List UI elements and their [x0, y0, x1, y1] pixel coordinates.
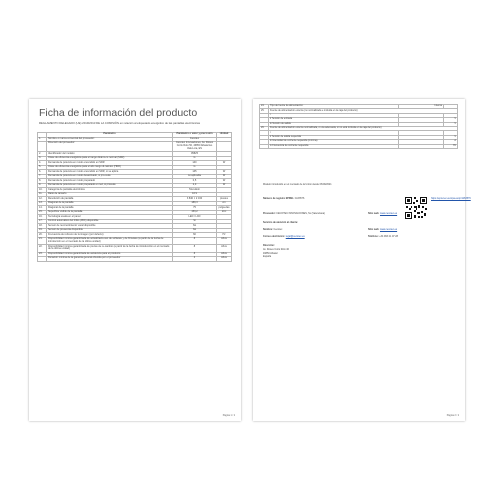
email-label: Correo electrónico: — [263, 235, 286, 238]
table-cell: Hz — [217, 233, 232, 238]
table-cell: Cecotec — [173, 137, 217, 142]
table-cell: Cecotec Innovaciones, Av. Roses Corts Rolo 50, 46850 Albaial les Valen-cia, ES — [173, 142, 217, 152]
table-cell: Demanda de potencia en modo encendido en SDR, si se aplica — [47, 170, 173, 175]
table-cell: Años — [217, 252, 232, 257]
table-cell — [38, 257, 47, 262]
table-cell: Televisión — [173, 188, 217, 193]
page-number: Página 2 / 2 — [446, 415, 459, 417]
table-cell: Ratio de tamaño — [47, 192, 173, 197]
phone-label: Teléfono: — [368, 235, 379, 238]
table-cell: 24. — [260, 105, 269, 109]
table-cell: 4. — [38, 161, 47, 166]
table-cell: Interna — [399, 105, 444, 109]
table-cell: 8 — [173, 252, 217, 257]
table-cell: 75 — [173, 206, 217, 211]
table-cell: Sí — [173, 219, 217, 224]
table-cell: 26. — [260, 126, 269, 130]
table-cell: 25. — [260, 109, 269, 113]
table-cell: 1. — [38, 137, 47, 142]
header-cell: Unidad — [217, 133, 232, 138]
table-cell: W — [217, 174, 232, 179]
table-cell: Hz — [444, 144, 458, 148]
table-cell — [38, 142, 47, 152]
table-cell: 19. — [38, 228, 47, 233]
table-cell: 2. — [38, 152, 47, 157]
table-cell: Categoría de pantalla electrónica — [47, 188, 173, 193]
table-cell: 3. — [38, 156, 47, 161]
table-cell: Dirección del proveedor: — [47, 142, 173, 152]
table-cell: W — [217, 179, 232, 184]
spec-table-body — [38, 137, 232, 261]
table-cell: 145 — [173, 170, 217, 175]
table-cell: 9. — [38, 183, 47, 188]
web-block — [368, 212, 397, 215]
table-cell: Duración mínima de la garantía general ofrecida por el proveedor — [47, 257, 173, 262]
table-cell: 10. — [38, 188, 47, 193]
provider-label: Proveedor: — [263, 212, 276, 215]
table-cell: Nombre o marca comercial del proveedor: — [47, 137, 173, 142]
table-cell: Diagonal de la pantalla — [47, 206, 173, 211]
table-row — [260, 144, 458, 148]
address-line: Av. Roses Corts Rolo 40 — [263, 248, 289, 251]
table-row — [38, 245, 232, 252]
table-cell: Demanda de potencia en modo encendido en SDR — [47, 161, 173, 166]
header-cell: Parámetro — [47, 133, 173, 138]
table-cell: 21. — [38, 237, 47, 244]
service-heading: Servicio de atención al cliente: — [263, 221, 298, 224]
table-cell: 0,5 — [173, 179, 217, 184]
table-cell: 16 9 — [173, 192, 217, 197]
table-cell: W — [217, 170, 232, 175]
table-cell: W — [217, 161, 232, 166]
table-cell: 5. — [38, 165, 47, 170]
table-cell: 15. — [38, 210, 47, 215]
table-cell: Superficie visible de la pantalla — [47, 210, 173, 215]
web2-block — [368, 228, 397, 231]
name-value: Cecotec — [273, 228, 283, 231]
web-link[interactable]: www.cecotec.es — [379, 212, 398, 215]
table-cell: 14. — [38, 206, 47, 211]
table-cell: 140 — [173, 161, 217, 166]
phone-block — [368, 235, 398, 238]
name-block — [263, 228, 282, 231]
qr-code-icon — [404, 196, 428, 220]
table-cell: V — [444, 122, 458, 126]
table-cell: 17. — [38, 219, 47, 224]
table-cell: iii Tensión de salida — [269, 122, 399, 126]
table-cell: Años — [217, 237, 232, 244]
table-cell: 16. — [38, 215, 47, 220]
table-cell: Disponibilidad mínima garantizada de piezas de re-cambio (a partir de la fecha de introducción en el mercado de la última unidad) — [47, 245, 173, 252]
table-cell: No — [173, 224, 217, 229]
table-cell: Disponibilidad mínima garantizada de actualizacio-nes de software y de firmware (a partir de la fecha de introducción en el mercado de la última unidad) — [47, 237, 173, 244]
table-cell: 8. — [38, 179, 47, 184]
table-cell: 189,3 — [173, 201, 217, 206]
table-cell: 6. — [38, 170, 47, 175]
table-cell: G — [173, 156, 217, 161]
table-cell: Fuente de alimentación externa normalizada, o una adecuada, si no está incluida en la caja del producto) — [269, 126, 458, 130]
table-cell: i — [269, 113, 399, 117]
table-cell: dm² — [217, 210, 232, 215]
table-cell — [399, 144, 444, 148]
table-cell: V — [444, 135, 458, 139]
provider-block — [263, 212, 325, 215]
table-cell: Control automático del brillo (ABC) disponible — [47, 219, 173, 224]
eprel-label: Número de registro EPREL: — [263, 197, 295, 200]
table-cell: Frecuencia de refresco de la imagen (por defecto) — [47, 233, 173, 238]
table-cell: iv Frecuencia de corriente requerida — [269, 144, 399, 148]
table-cell: 8 — [173, 245, 217, 252]
phone-value: +34 963 21 07 28 — [379, 235, 398, 238]
table-cell: No — [173, 228, 217, 233]
table-cell: cm — [217, 201, 232, 206]
table-cell: Años — [217, 245, 232, 252]
document-page-1 — [29, 99, 241, 421]
eprel-value: 1163576 — [295, 197, 305, 200]
web2-label: Sitio web: — [368, 228, 380, 231]
provider-value: CECOTEC INNOVACIONES, SL (Valenciana) — [276, 212, 325, 215]
table-cell: Diagonal de la pantalla — [47, 201, 173, 206]
email-block — [263, 235, 305, 238]
table-cell: W — [217, 183, 232, 188]
market-date-text: Modelo introducido en el mercado de la Unión desde 06/09/2021 — [263, 183, 332, 186]
table-cell — [260, 144, 269, 148]
power-supply-table — [259, 104, 458, 149]
table-cell: 12. — [38, 197, 47, 202]
table-cell: Años — [217, 257, 232, 262]
table-cell: 20. — [38, 233, 47, 238]
address-line: 46850 Albaial — [263, 251, 278, 255]
product-spec-table — [37, 132, 232, 262]
web-label: Sitio web: — [368, 212, 380, 215]
table-cell: Sensor de reconocimiento vocal disponible — [47, 224, 173, 229]
table-cell: Clase de eficiencia energética para el alto rango di-námico (HDR) — [47, 165, 173, 170]
table-cell: Fuente de alimentación externa (no normalizada e incluida en la caja del producto) — [269, 109, 458, 113]
table-cell: G — [173, 165, 217, 170]
table-cell: píxeles — [217, 197, 232, 202]
table-cell: 7. — [38, 174, 47, 179]
table-cell: 11. — [38, 192, 47, 197]
table-cell: Tecnología usada en el panel — [47, 215, 173, 220]
table-row — [38, 142, 232, 152]
table-cell: 2,0 — [173, 183, 217, 188]
table-cell: i — [269, 131, 399, 135]
table-cell: Tipo de fuente de alimentación: — [269, 105, 399, 109]
table-row — [38, 257, 232, 262]
table-cell: 23. — [38, 252, 47, 257]
table-cell: 13. — [38, 201, 47, 206]
table-cell: 18. — [38, 224, 47, 229]
table-cell: Disponibilidad mínima garantizada de asistencia para el producto — [47, 252, 173, 257]
eprel-block — [263, 197, 304, 200]
table-cell — [217, 142, 232, 152]
power-supply-table-body — [260, 105, 458, 149]
table-cell: Identificador del modelo — [47, 152, 173, 157]
table-cell: Sensor de presencia disponible — [47, 228, 173, 233]
table-cell: no aplicable — [173, 174, 217, 179]
table-cell: A — [444, 140, 458, 144]
table-cell: 22. — [38, 245, 47, 252]
table-cell: LED / LCD — [173, 215, 217, 220]
table-cell: Demanda de potencia en modo preparado en red, si procede — [47, 183, 173, 188]
document-page-2 — [253, 99, 471, 421]
web2-link[interactable]: www.cecotec.es — [379, 228, 398, 231]
table-cell: 60 — [173, 233, 217, 238]
page-number: Página 1 / 2 — [222, 415, 235, 417]
table-cell: 153,2 — [173, 210, 217, 215]
email-link[interactable]: legal@cecotec.es — [285, 235, 305, 238]
eprel-link[interactable]: https://eprel.ec.europa.eu/qr/1163576 — [431, 197, 471, 200]
table-cell: Clase de eficiencia energética para el rango dinámi-co normal (SDR) — [47, 156, 173, 161]
header-cell: Parámetro o valor y preci-sión — [173, 133, 217, 138]
table-cell: 3 840 × 2 160 — [173, 197, 217, 202]
table-cell: 05825 — [173, 152, 217, 157]
table-cell: 3 — [173, 257, 217, 262]
table-cell: Demanda de potencia en modo preparado — [47, 179, 173, 184]
page-title: Ficha de información del producto — [39, 107, 198, 119]
table-cell: pulga-das — [217, 206, 232, 211]
table-cell: V — [444, 118, 458, 122]
regulation-intro: REGLAMENTO DELEGADO (UE) 2019/2013 DE LA COMISIÓN en relación al etiquetado energético de las pantallas electrónicas — [39, 121, 201, 125]
address-line: España — [263, 255, 272, 258]
table-cell: Resolución de pantalla — [47, 197, 173, 202]
address-label: Dirección: — [263, 244, 275, 247]
table-cell: Demanda de potencia en modo desactivado, si pro-cede — [47, 174, 173, 179]
name-label: Nombre: — [263, 228, 273, 231]
table-row — [38, 237, 232, 244]
table-cell: iii Intensidad de corriente requerida (mínima) — [269, 140, 399, 144]
table-cell: ii Tensión de salida requerida — [269, 135, 399, 139]
table-cell: 8 — [173, 237, 217, 244]
table-cell: ii Tensión de entrada — [269, 118, 399, 122]
